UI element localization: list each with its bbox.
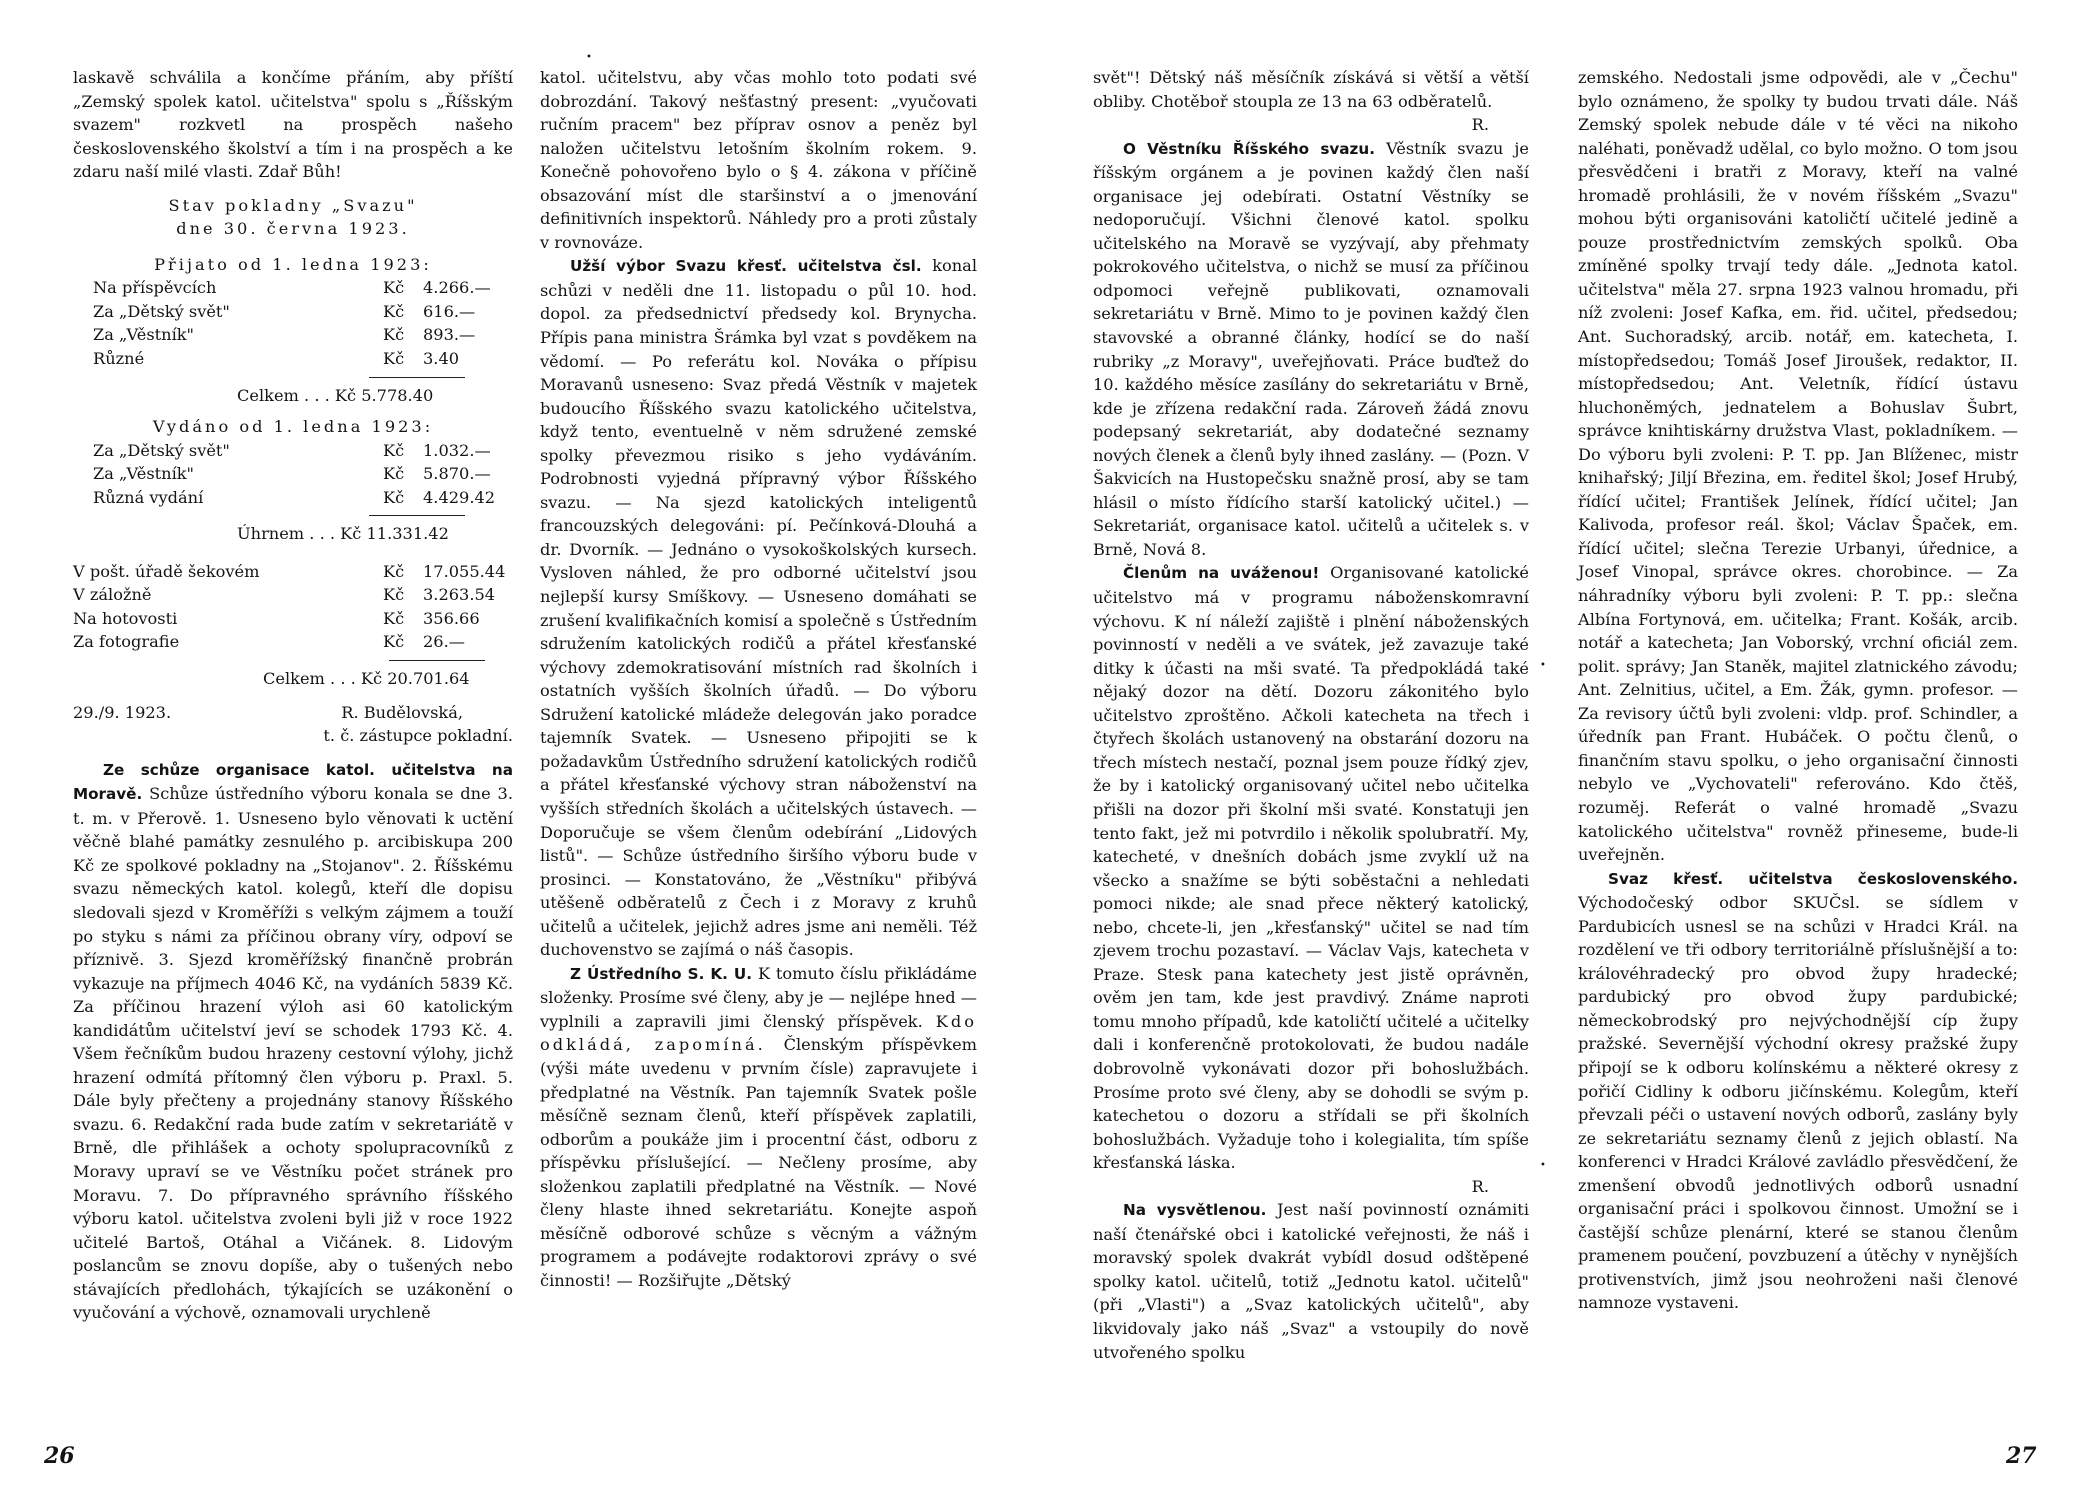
row-amount: 5.870.— bbox=[423, 464, 491, 484]
section-heading: O Věstníku Říšského svazu. bbox=[1123, 139, 1375, 158]
row-amount: 3.263.54 bbox=[423, 585, 496, 605]
row-amount: 1.032.— bbox=[423, 440, 491, 460]
balance-row bbox=[73, 560, 513, 584]
signer-name: R. Budělovská, bbox=[341, 702, 463, 722]
row-currency: Kč bbox=[383, 608, 405, 628]
section-text-2: Členským příspěvkem (výši máte uvedenu v prvním čísle) zapravujete i předplatné na Věstník. Pan tajemník Svatek pošle měsíčně seznam členů, kteří příspěvek zaplatili, odborům a poukáže jim i procentní část, odboru z příspěvku příslušející. — Nečleny prosíme, aby složenkou zaplatili předplatné na Věstník. — Nové členy hlaste ihned sekretariátu. Konejte aspoň měsíčně odborové schůze s věcným a vážným programem a podávejte rodaktorovi zprávy o své činnosti! — Rozšiřujte „Dětský bbox=[540, 1035, 977, 1290]
row-amount: 4.266.— bbox=[423, 278, 491, 298]
section-heading: Užší výbor Svazu křesť. učitelstva čsl. bbox=[570, 257, 922, 276]
row-label: Za „Věstník" bbox=[93, 325, 194, 345]
vestnik-section bbox=[1093, 137, 1529, 562]
balance-row bbox=[73, 607, 513, 631]
row-currency: Kč bbox=[383, 440, 405, 460]
sum-rule bbox=[369, 377, 465, 378]
intro-paragraph: laskavě schválila a končíme přáním, aby příští „Zemský spolek katol. učitelstva" spolu s „Říšským svazem" rozkvetl na prospěch našeho československého školství a tím i na prospěch a ke zdaru naší milé vlasti. Zdař Bůh! bbox=[73, 68, 513, 182]
section-heading: Z Ústředního S. K. U. bbox=[570, 964, 753, 983]
column-2 bbox=[540, 66, 977, 1292]
continued-paragraph: katol. učitelstvu, aby včas mohlo toto podati své dobrozdání. Takový nešťastný present: „vyučovati ručním pracem" bez příprav osnov a peněz byl naložen učitelstvu letošním školním rokem. 9. Konečně pohovořeno bylo o § 4. zákona v příčině obsazování míst dle staršinství a o jmenování definitivních inspektorů. Náhledy pro a proti zůstaly v rovnováze. bbox=[540, 68, 977, 252]
paragraph-signature: R. bbox=[1471, 1176, 1489, 1196]
members-section bbox=[1093, 561, 1529, 1174]
income-row bbox=[73, 323, 513, 347]
section-heading: Na vysvětlenou. bbox=[1123, 1201, 1267, 1220]
row-label: Různá vydání bbox=[93, 487, 204, 507]
row-label: Různé bbox=[93, 349, 145, 369]
row-amount: 26.— bbox=[423, 632, 465, 652]
spaced-motto: Kdo odkládá, zapomíná. bbox=[540, 1011, 977, 1055]
section-heading: Ze schůze organisace katol. učitelstva na Moravě. bbox=[73, 760, 513, 804]
sum-rule bbox=[369, 515, 465, 516]
paragraph-signature: R. bbox=[1471, 115, 1489, 135]
row-label: Na příspěvcích bbox=[93, 278, 217, 298]
row-amount: 4.429.42 bbox=[423, 487, 496, 507]
row-currency: Kč bbox=[383, 301, 405, 321]
row-currency: Kč bbox=[383, 325, 405, 345]
income-table bbox=[73, 276, 513, 370]
expense-table bbox=[73, 439, 513, 510]
column-3 bbox=[1093, 66, 1529, 1364]
expense-total: Úhrnem . . . Kč 11.331.42 bbox=[237, 524, 449, 544]
expense-row bbox=[73, 486, 513, 510]
section-text: Organisované katolické učitelstvo má v programu náboženskomravní výchovu. K ní náleží zajiště i plnění náboženských povinností v neděli a ve svátek, jež zavazuje také ditky k účasti na mši svaté. Ta předpokládá také nějaký dozor na dětí. Dozoru zákonitého bylo učitelstvo zproštěno. Ačkoli katecheta na třech i čtyřech školách ustanovený na obstarání dozoru na třech místech nestačí, poznal jsem pouze řídký zjev, že by i katolický organisovaný učitel nebo učitelka přišli na dozor při školní mši svaté. Konstatuji jen tento fakt, jež mi potvrdilo i několik spolubratří. My, katecheté, v dnešních dobách jsme zvyklí už na všecko a snažíme se býti soběstačni a nehledati pomoci nikde; ale snad přece některý katolický, nebo, chcete-li, jen „křesťanský" učitel se nad tím zjevem trochu pozastaví. — Václav Vajs, katecheta v Praze. Stesk pana katechety jest jistě oprávněn, ověm jen tam, kde jest pravdivý. Známe naproti tomu mnoho případů, kde katoličtí učitelé a učitelky dali i konferenčně protokolovati, že budou nadále dobrovolně vykonávati dozor při bohoslužbách. Prosíme proto své členy, aby se dohodli se svým p. katechetou o dozoru a střídali se při školních bohoslužbách. Vyžaduje toho i kolegialita, tím spíše křesťanská láska. bbox=[1093, 563, 1529, 1173]
column-4 bbox=[1578, 66, 2018, 1315]
print-speck: • bbox=[586, 52, 592, 63]
row-currency: Kč bbox=[383, 632, 405, 652]
row-currency: Kč bbox=[383, 464, 405, 484]
section-text: Věstník svazu je říšským orgánem a je povinen každý člen naší organisace jej odebírati. Ostatní Věstníky se nedoporučují. Všichni členové katol. spolku učitelského na Moravě se vyzývají, aby přehmaty pokrokového učitelstva, o nichž se musí za příčinou odpomoci veřejně publikovati, oznamovali sekretariátu v Brně. Mimo to je povinen každý člen stavovské a obranné články, hodící se do naší rubriky „z Moravy", uveřejňovati. Práce buďtež do 10. každého měsíce zasílány do sekretariátu v Brně, kde je zřízena redakční rada. Zároveň žádá znovu podepsaný sekretariát, aby dodatečné seznamy nových členek a členů byly ihned zaslány. — (Pozn. V Šakvicích na Hustopečsku snažně prosí, aby se tam hlásil o místo řídícího starší katolický učitel.) — Sekretariát, organisace katol. učitelů a učitelek s. v Brně, Nová 8. bbox=[1093, 138, 1529, 559]
christian-union-section bbox=[1578, 867, 2018, 1315]
continued-paragraph: svět"! Dětský náš měsíčník získává si větší a větší obliby. Chotěboř stoupla ze 13 na 63 odběratelů. bbox=[1093, 68, 1529, 111]
row-amount: 616.— bbox=[423, 301, 476, 321]
section-text: Východočeský odbor SKUČsl. se sídlem v Pardubicích usnesl se na schůzi v Hradci Král. na rozdělení ve tři odbory territoriálně příslušnější a to: královéhradecký pro obvod župy hradecké; pardubický pro obvod župy pardubické; německobrodský pro nejvýchodnější cíp župy pražské. Severnější východní okresy pražské župy připojí se k odboru kolínskému a některé okresy z pořičí Cidliny k odboru jičínskému. Kolegům, kteří převzali péči o ustavení nových odborů, zaslány byly ze sekretariátu seznamy členů z jejich oblastí. Na konferenci v Hradci Králové zavládlo přesvědčení, že zmenšení obvodů jednotlivých odborů usnadní organisační práci i spolkovou činnost. Umožní se i častější schůze plenární, které se stanou členům pramenem poučení, povzbuzení a útěchy v nynějších protivenstvích, jimž jsou neohroženi naši členové namnoze vystaveni. bbox=[1578, 893, 2018, 1313]
row-label: V záložně bbox=[73, 585, 152, 605]
expense-title: Vydáno od 1. ledna 1923: bbox=[152, 417, 434, 437]
print-speck: • bbox=[1540, 1160, 1546, 1171]
report-signature bbox=[73, 701, 513, 725]
balance-table bbox=[73, 560, 513, 654]
row-amount: 3.40 bbox=[423, 349, 460, 369]
section-heading: Členům na uváženou! bbox=[1123, 564, 1320, 583]
row-label: Za „Věstník" bbox=[93, 464, 194, 484]
income-title: Přijato od 1. ledna 1923: bbox=[154, 254, 432, 274]
sum-rule bbox=[389, 660, 485, 661]
balance-total: Celkem . . . Kč 20.701.64 bbox=[263, 669, 470, 689]
row-amount: 893.— bbox=[423, 325, 476, 345]
income-row bbox=[73, 347, 513, 371]
cash-report-title: Stav pokladny „Svazu" bbox=[168, 195, 418, 215]
balance-row bbox=[73, 583, 513, 607]
section-heading: Svaz křesť. učitelstva československého. bbox=[1608, 869, 2018, 888]
page-number-left: 26 bbox=[44, 1443, 75, 1469]
row-currency: Kč bbox=[383, 561, 405, 581]
section-text: K tomuto číslu přikládáme složenky. Prosíme své členy, aby je — nejlépe hned — vyplnili a zapravili jimi členský příspěvek. bbox=[540, 963, 977, 1031]
signer-role: t. č. zástupce pokladní. bbox=[323, 726, 513, 746]
row-label: Za „Dětský svět" bbox=[93, 301, 230, 321]
row-currency: Kč bbox=[383, 278, 405, 298]
section-text: konal schůzi v neděli dne 11. listopadu o půl 10. hod. dopol. za předsednictví předsedy kol. Brynycha. Přípis pana ministra Šrámka byl vzat s povděkem na vědomí. — Po referátu kol. Nováka o přípisu Moravanů usneseno: Svaz předá Věstník v majetek budoucího Říšského svazu katolického učitelstva, když tento, eventuelně v něm sdružené zemské spolky převezmou risiko s jeho vydáváním. Podrobnosti vyjedná přípravný výbor Říšského svazu. — Na sjezd katolických inteligentů francouzských delegováni: pí. Pečínková-Dlouhá a dr. Dvorník. — Jednáno o vysokoškolských kursech. Vysloven náhled, že pro odborné učitelství jsou nejlepší kursy Smíškovy. — Usneseno domáhati se zrušení kvalifikačních komisí a společně s Ústředním sdružením katolických rodičů a přátel křesťanské výchovy zdemokratisování místních rad školních i ostatních vyšších školních úřadů. — Do výboru Sdružení katolické mládeže delegován jako poradce tajemník Svatek. — Usneseno připojiti se k požadavkům Ústředního sdružení katolických rodičů a přátel křesťanské výchovy stran náboženství na vyšších středních školách a učitelských ústavech. — Doporučuje se všem členům odebírání „Lidových listů". — Schůze ústředního širšího výboru bude v prosinci. — Konstatováno, že „Věstníku" přibývá utěšeně odběratelů z Čech i z Moravy z kruhů učitelů a učitelek, jejichž adres jsme ani neměli. Též duchovenstvo se zajímá o náš časopis. bbox=[540, 256, 977, 960]
income-row bbox=[73, 276, 513, 300]
cash-report-date: dne 30. června 1923. bbox=[176, 219, 410, 239]
section-text: Jest naší povinností oznámiti naší čtenářské obci i katolické veřejnosti, že náš i moravský spolek dvakrát vybídl dosud odštěpené spolky katol. učitelů, totiž „Jednotu katol. učitelů" (při „Vlasti") a „Svaz katolických učitelů", aby likvidovaly jako náš „Svaz" a vstoupily do nově utvořeného spolku bbox=[1093, 1200, 1529, 1362]
row-label: Za fotografie bbox=[73, 632, 180, 652]
report-date: 29./9. 1923. bbox=[73, 702, 172, 722]
row-label: Za „Dětský svět" bbox=[93, 440, 230, 460]
expense-row bbox=[73, 439, 513, 463]
narrower-committee-section bbox=[540, 254, 977, 961]
print-speck: • bbox=[1540, 660, 1546, 671]
row-currency: Kč bbox=[383, 487, 405, 507]
page-number-right: 27 bbox=[2006, 1443, 2037, 1469]
row-currency: Kč bbox=[383, 585, 405, 605]
row-label: Na hotovosti bbox=[73, 608, 178, 628]
section-text: Schůze ústředního výboru konala se dne 3. t. m. v Přerově. 1. Usneseno bylo věnovati k uctění věčně blahé památky zesnulého p. arcibiskupa 200 Kč ze spolkové pokladny na „Stojanov". 2. Říšskému svazu německých katol. kolegů, kteří dle dopisu sledovali sjezd v Kroměříži s velkým zájmem a touží po styku s námi za příčinou obrany víry, odpoví se příznivě. 3. Sjezd kroměřížský finančně probrán vykazuje na příjmech 4046 Kč, na vydáních 5839 Kč. Za příčinou hrazení výloh asi 60 katolickým kandidátům učitelství jeví se schodek 1793 Kč. 4. Všem řečníkům budou hrazeny cestovní výlohy, jichž hrazení odmítá přítomný člen výboru p. Praxl. 5. Dále byly přečteny a projednány stanovy Říšského svazu. 6. Redakční rada bude zatím v sekretariátě v Brně, dle přihlášek a ochoty spolupracovníků z Moravy upraví se ve Věstníku počet stránek pro Moravu. 7. Do přípravného správního říšského výboru katol. učitelstva zvoleni byli již v roce 1922 učitelé Bartoš, Otáhal a Vičánek. 8. Lidovým poslancům se znovu dopíše, aby o tušených nebo stávajících předlohách, týkajících se uzákonění o vyučování a výchově, oznamovali urychleně bbox=[73, 784, 513, 1323]
central-sku-section bbox=[540, 962, 977, 1293]
moravia-section bbox=[73, 758, 513, 1325]
expense-row bbox=[73, 462, 513, 486]
balance-row bbox=[73, 630, 513, 654]
row-amount: 356.66 bbox=[423, 608, 480, 628]
income-row bbox=[73, 300, 513, 324]
row-amount: 17.055.44 bbox=[423, 561, 506, 581]
explanation-section bbox=[1093, 1198, 1529, 1364]
row-label: V pošt. úřadě šekovém bbox=[73, 561, 260, 581]
income-total: Celkem . . . Kč 5.778.40 bbox=[237, 385, 434, 405]
row-currency: Kč bbox=[383, 349, 405, 369]
continued-paragraph: zemského. Nedostali jsme odpovědi, ale v „Čechu" bylo oznámeno, že spolky ty budou trvati dále. Náš Zemský spolek nebude dále v té věci na nikoho naléhati, poněvadž udělal, co bylo možno. O tom jsou přesvědčeni i bratři z Moravy, kteří na valné hromadě prohlásili, že v novém říšském „Svazu" mohou býti organisováni katoličtí učitelé jedině a pouze prostřednictvím zemských spolků. Oba zmíněné spolky trvají tedy dále. „Jednota katol. učitelstva" měla 27. srpna 1923 valnou hromadu, při níž zvoleni: Josef Kafka, em. řid. učitel, předsedou; Ant. Suchoradský, arcib. notář, em. katecheta, I. místopředsedou; Tomáš Josef Jiroušek, redaktor, II. místopředsedou; Ant. Veletník, řídící ústavu hluchoněmých, jednatelem a Bohuslav Šubrt, správce knihtiskárny družstva Vlast, pokladníkem. — Do výboru byli zvoleni: P. T. pp. Jan Blíženec, mistr knihařský; Jiljí Březina, em. ředitel škol; Josef Hrubý, řídící učitel; František Jelínek, řídící učitel; Jan Kalivoda, profesor reál. škol; Václav Špaček, em. řídící učitel; slečna Terezie Urbanyi, úřednice, a Josef Vinopal, správce okres. chorobince. — Za náhradníky výboru byli zvoleni: P. T. pp.: slečna Albína Fortynová, em. učitelka; Frant. Košák, arcib. notář a katecheta; Jan Voborský, vrchní oficiál zem. polit. správy; Jan Staněk, majitel zlatnického závodu; Ant. Zelnitius, učitel, a Em. Žák, gymn. profesor. — Za revisory účtů byli zvoleni: vldp. prof. Schindler, a úředník pan Frant. Hubáček. O počtu členů, o finančním stavu spolku, o jeho organisační činnosti nebylo ve „Vychovateli" referováno. Kdo čtěš, rozuměj. Referát o valné hromadě „Svazu katolického učitelstva" rovněž přineseme, bude-li uveřejněn. bbox=[1578, 68, 2018, 865]
column-1 bbox=[73, 66, 513, 1325]
